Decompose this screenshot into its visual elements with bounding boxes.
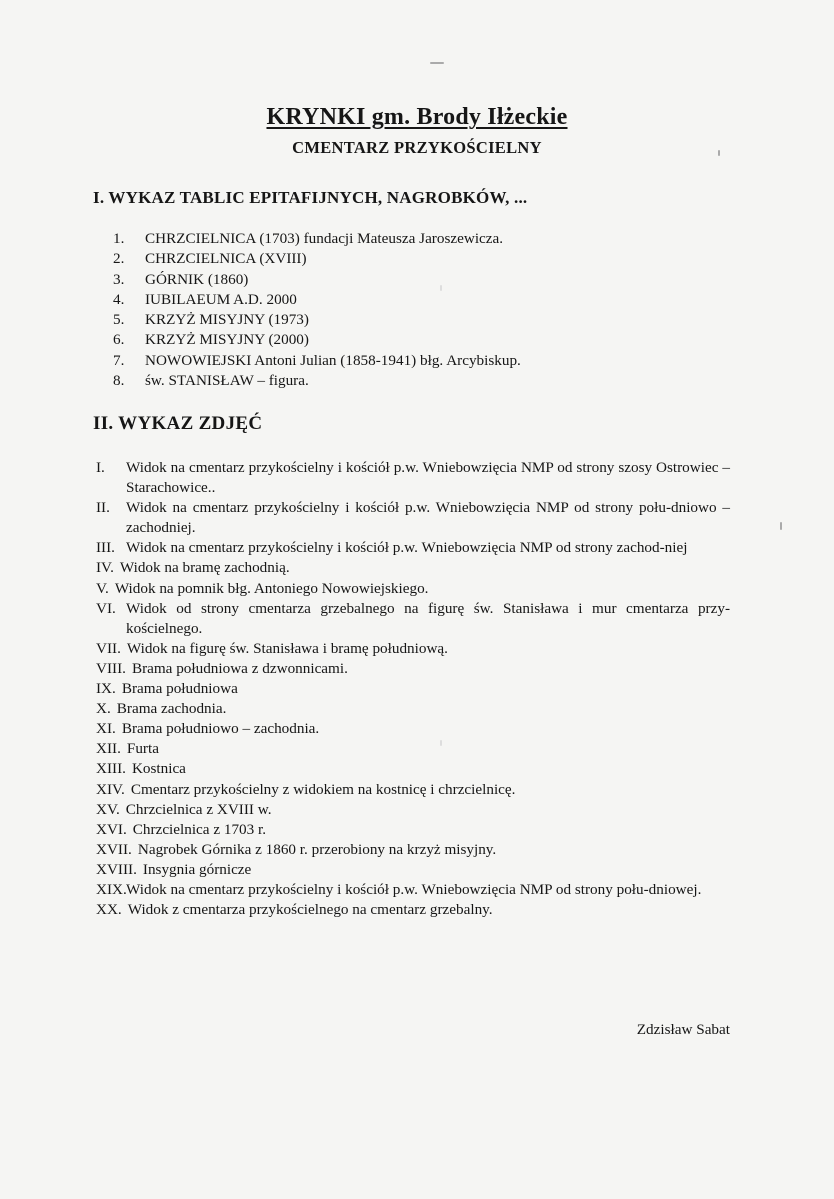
item-number: VII. (96, 639, 121, 657)
item-number: 7. (113, 351, 125, 369)
section-heading-photos: II. WYKAZ ZDJĘĆ (93, 413, 263, 434)
item-text: GÓRNIK (1860) (145, 270, 249, 288)
item-text: Chrzcielnica z XVIII w. (125, 800, 272, 818)
item-text: Insygnia górnicze (142, 860, 252, 878)
item-number: XIV. (96, 780, 125, 798)
list-item (96, 538, 730, 558)
item-number: XV. (96, 800, 120, 818)
item-text: Widok na cmentarz przykościelny i kościół p.w. Wniebowzięcia NMP od strony szosy Ostrowiec – Starachowice.. (126, 459, 730, 497)
list-item (113, 310, 521, 330)
list-item (113, 249, 521, 269)
list-item (113, 290, 521, 310)
list-item (113, 371, 521, 391)
page-title: KRYNKI gm. Brody Iłżeckie (266, 104, 568, 130)
item-number: XII. (96, 740, 121, 758)
photos-list (96, 458, 730, 920)
list-item (113, 351, 521, 371)
list-item (96, 780, 730, 800)
item-number: VIII. (96, 659, 126, 677)
item-text: Widok na cmentarz przykościelny i kościół p.w. Wniebowzięcia NMP od strony połu-dniowo – zachodniej. (126, 499, 730, 537)
list-item (96, 800, 730, 820)
item-number: 8. (113, 372, 125, 390)
page-subtitle: CMENTARZ PRZYKOŚCIELNY (292, 138, 542, 157)
item-text: św. STANISŁAW – figura. (145, 372, 309, 390)
item-number: XVI. (96, 820, 127, 838)
scan-speck (780, 522, 782, 530)
item-text: Brama zachodnia. (116, 700, 227, 718)
item-text: CHRZCIELNICA (XVIII) (145, 250, 307, 268)
item-number: 5. (113, 311, 125, 329)
item-text: Chrzcielnica z 1703 r. (132, 820, 267, 838)
item-number: V. (96, 579, 109, 597)
item-text: Brama południowo – zachodnia. (121, 720, 320, 738)
item-text: Brama południowa (121, 680, 238, 698)
list-item (113, 330, 521, 350)
item-number: XI. (96, 720, 116, 738)
list-item (96, 860, 730, 880)
item-text: Widok od strony cmentarza grzebalnego na figurę św. Stanisława i mur cmentarza przy-kościelnego. (126, 599, 730, 637)
list-item (96, 820, 730, 840)
list-item (96, 639, 730, 659)
list-item (96, 880, 730, 900)
item-text: IUBILAEUM A.D. 2000 (145, 290, 297, 308)
item-text: Widok na pomnik błg. Antoniego Nowowiejskiego. (114, 579, 429, 597)
scan-speck (430, 62, 444, 64)
item-text: KRZYŻ MISYJNY (2000) (145, 331, 309, 349)
item-number: I. (96, 459, 105, 476)
item-text: Widok na cmentarz przykościelny i kościół p.w. Wniebowzięcia NMP od strony zachod-niej (126, 539, 688, 557)
list-item (96, 679, 730, 699)
item-number: 2. (113, 250, 125, 268)
item-text: Kostnica (131, 760, 186, 778)
item-text: Widok z cmentarza przykościelnego na cmentarz grzebalny. (127, 901, 493, 919)
list-item (113, 270, 521, 290)
item-number: VI. (96, 599, 116, 617)
item-number: 1. (113, 230, 125, 247)
item-number: IV. (96, 559, 114, 577)
list-item (96, 719, 730, 739)
item-number: 4. (113, 290, 125, 308)
list-item (113, 229, 521, 249)
list-item (96, 840, 730, 860)
item-text: Widok na figurę św. Stanisława i bramę południową. (126, 639, 448, 657)
list-item (96, 659, 730, 679)
item-number: XIX. (96, 880, 127, 898)
item-text: Widok na cmentarz przykościelny i kościół p.w. Wniebowzięcia NMP od strony połu-dniowej. (126, 880, 702, 898)
item-text: Nagrobek Górnika z 1860 r. przerobiony na krzyż misyjny. (137, 840, 497, 858)
list-item (96, 759, 730, 779)
item-number: XIII. (96, 760, 126, 778)
item-number: II. (96, 499, 110, 517)
author-signature: Zdzisław Sabat (636, 1021, 730, 1038)
item-number: XVIII. (96, 860, 137, 878)
list-item (96, 599, 730, 639)
list-item (96, 739, 730, 759)
item-number: 6. (113, 331, 125, 349)
list-item (96, 579, 730, 599)
scan-speck (440, 740, 442, 746)
scan-speck (440, 285, 442, 291)
section-heading-inscriptions: I. WYKAZ TABLIC EPITAFIJNYCH, NAGROBKÓW, ... (93, 188, 528, 207)
item-number: XVII. (96, 840, 132, 858)
item-number: III. (96, 539, 115, 557)
item-text: CHRZCIELNICA (1703) fundacji Mateusza Jaroszewicza. (145, 230, 504, 247)
item-number: 3. (113, 270, 125, 288)
list-item (96, 900, 730, 920)
item-text: KRZYŻ MISYJNY (1973) (145, 311, 309, 329)
item-text: NOWOWIEJSKI Antoni Julian (1858-1941) błg. Arcybiskup. (145, 351, 521, 369)
list-item (96, 458, 730, 498)
scan-speck (718, 150, 720, 156)
item-text: Widok na bramę zachodnią. (119, 559, 290, 577)
inscriptions-list (113, 229, 521, 391)
item-number: XX. (96, 901, 122, 919)
item-number: IX. (96, 680, 116, 698)
list-item (96, 498, 730, 538)
item-text: Furta (126, 740, 159, 758)
item-number: X. (96, 700, 111, 718)
list-item (96, 558, 730, 578)
list-item (96, 699, 730, 719)
item-text: Brama południowa z dzwonnicami. (131, 659, 348, 677)
item-text: Cmentarz przykościelny z widokiem na kostnicę i chrzcielnicę. (130, 780, 516, 798)
